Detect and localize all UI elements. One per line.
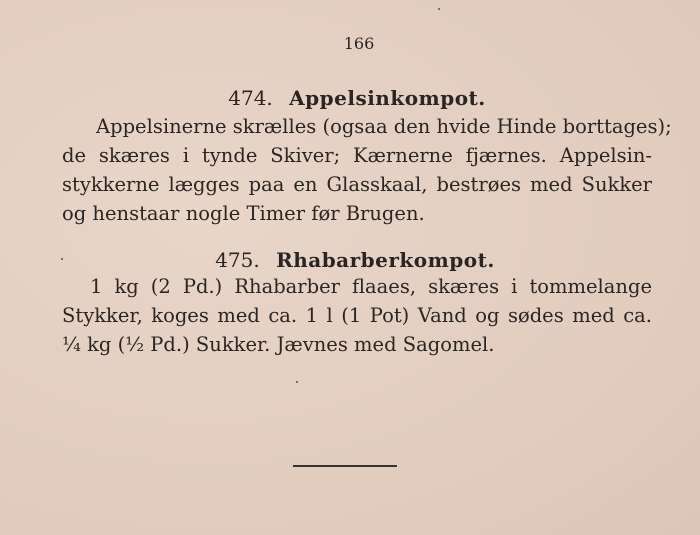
paper-speck	[296, 381, 298, 383]
recipe-title: Rhabarberkompot.	[276, 248, 495, 272]
recipe-heading-475	[0, 248, 700, 272]
text-line: og henstaar nogle Timer før Brugen.	[62, 202, 425, 225]
text-line: stykkerne lægges paa en Glasskaal, bestrøes med Sukker	[62, 173, 652, 196]
text-line: Stykker, koges med ca. 1 l (1 Pot) Vand og sødes med ca.	[62, 304, 652, 327]
recipe-body-475	[62, 272, 652, 359]
paper-speck	[61, 258, 63, 260]
recipe-body-474	[62, 112, 672, 228]
text-line: 1 kg (2 Pd.) Rhabarber flaaes, skæres i tommelange	[90, 275, 652, 298]
recipe-heading-474	[0, 86, 700, 110]
recipe-title: Appelsinkompot.	[289, 86, 486, 110]
recipe-number: 475.	[215, 248, 260, 272]
paper-speck	[438, 8, 440, 10]
section-divider-rule	[293, 465, 397, 467]
text-line: de skæres i tynde Skiver; Kærnerne fjærnes. Appelsin-	[62, 144, 652, 167]
text-line: Appelsinerne skrælles (ogsaa den hvide Hinde borttages);	[96, 115, 672, 138]
recipe-number: 474.	[228, 86, 273, 110]
page-number: 166	[343, 34, 375, 53]
text-line: ¼ kg (½ Pd.) Sukker. Jævnes med Sagomel.	[62, 333, 495, 356]
